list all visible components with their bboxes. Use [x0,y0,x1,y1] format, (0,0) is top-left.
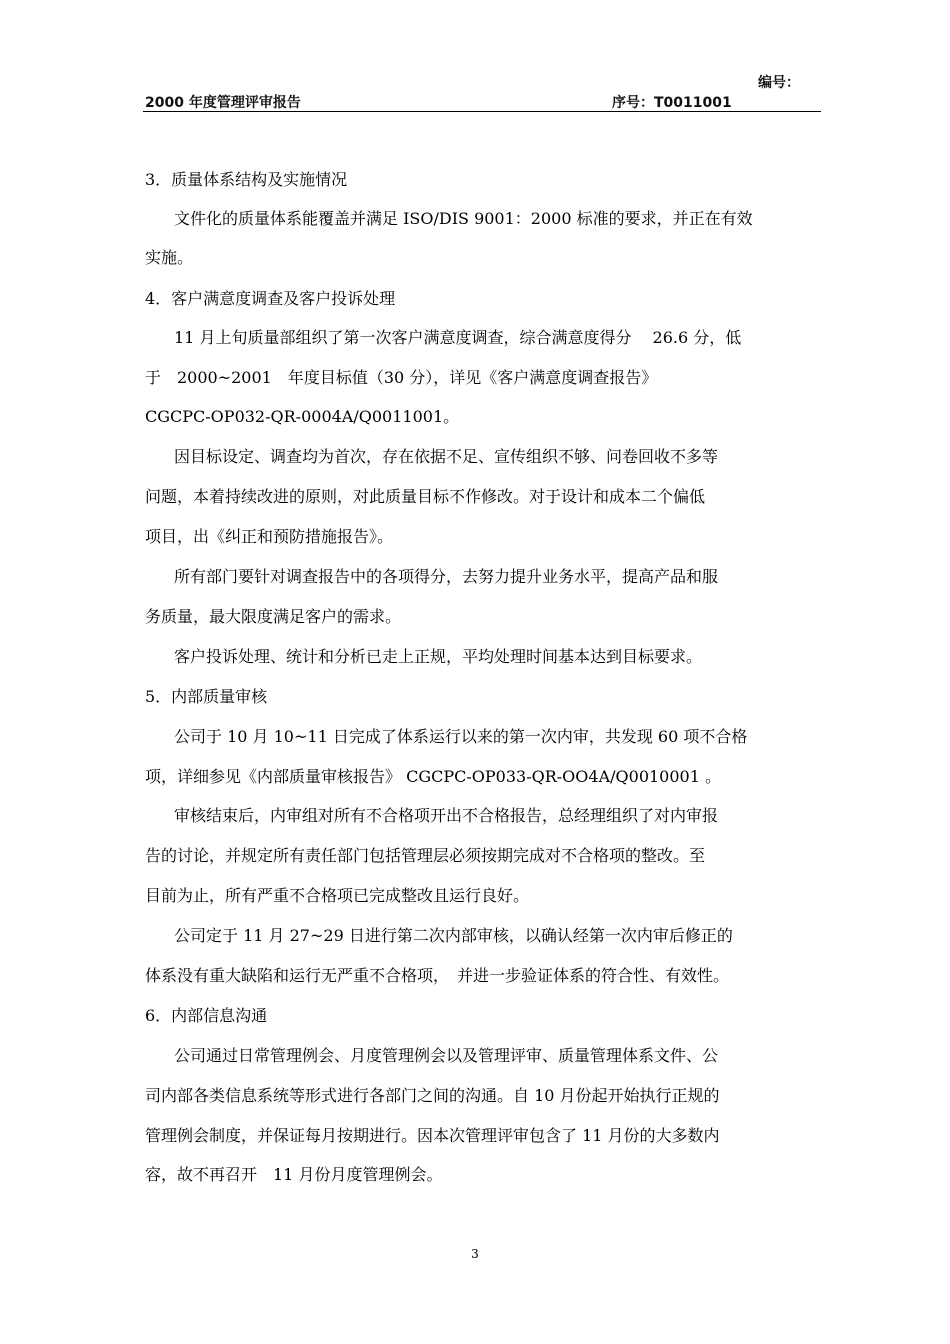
section-heading-3: 3．质量体系结构及实施情况 [145,170,348,189]
section-heading-4: 4．客户满意度调查及客户投诉处理 [145,289,396,308]
paragraph-line: CGCPC-OP032-QR-0004A/Q0011001。 [145,407,460,426]
header-divider [143,111,821,112]
paragraph-line: 公司于 10 月 10~11 日完成了体系运行以来的第一次内审，共发现 60 项不合格 [174,727,748,746]
header-title: 2000 年度管理评审报告 [145,95,301,111]
paragraph-line: 因目标设定、调查均为首次，存在依据不足、宣传组织不够、问卷回收不多等 [174,447,719,466]
paragraph-line: 管理例会制度，并保证每月按期进行。因本次管理评审包含了 11 月份的大多数内 [145,1126,720,1145]
paragraph-line: 客户投诉处理、统计和分析已走上正规，平均处理时间基本达到目标要求。 [174,647,703,666]
paragraph-line: 目前为止，所有严重不合格项已完成整改且运行良好。 [145,886,530,905]
paragraph-line: 项目，出《纠正和预防措施报告》。 [145,527,394,546]
paragraph-line: 公司通过日常管理例会、月度管理例会以及管理评审、质量管理体系文件、公 [174,1046,719,1065]
section-heading-6: 6．内部信息沟通 [145,1006,268,1025]
paragraph-line: 告的讨论，并规定所有责任部门包括管理层必须按期完成对不合格项的整改。至 [145,846,706,865]
paragraph-line: 问题，本着持续改进的原则，对此质量目标不作修改。对于设计和成本二个偏低 [145,487,706,506]
paragraph-line: 司内部各类信息系统等形式进行各部门之间的沟通。自 10 月份起开始执行正规的 [145,1086,720,1105]
header-bianhao: 编号： [758,75,800,91]
paragraph-line: 容，故不再召开 11 月份月度管理例会。 [145,1165,443,1184]
paragraph-line: 项，详细参见《内部质量审核报告》 CGCPC-OP033-QR-OO4A/Q0010001 。 [145,767,721,786]
paragraph-line: 体系没有重大缺陷和运行无严重不合格项， 并进一步验证体系的符合性、有效性。 [145,966,730,985]
paragraph-line: 公司定于 11 月 27~29 日进行第二次内部审核，以确认经第一次内审后修正的 [174,926,733,945]
paragraph-line: 于 2000~2001 年度目标值（30 分），详见《客户满意度调查报告》 [145,368,658,387]
paragraph-line: 文件化的质量体系能覆盖并满足 ISO/DIS 9001：2000 标准的要求，并正在有效 [174,209,753,228]
paragraph-line: 务质量，最大限度满足客户的需求。 [145,607,402,626]
paragraph-line: 实施。 [145,248,194,267]
header-serial-number: 序号：T0011001 [612,95,732,111]
paragraph-line: 所有部门要针对调查报告中的各项得分，去努力提升业务水平，提高产品和服 [174,567,719,586]
paragraph-line: 11 月上旬质量部组织了第一次客户满意度调查，综合满意度得分 26.6 分，低 [174,328,742,347]
section-heading-5: 5．内部质量审核 [145,687,268,706]
paragraph-line: 审核结束后，内审组对所有不合格项开出不合格报告，总经理组织了对内审报 [174,806,719,825]
page-number: 3 [471,1247,479,1261]
